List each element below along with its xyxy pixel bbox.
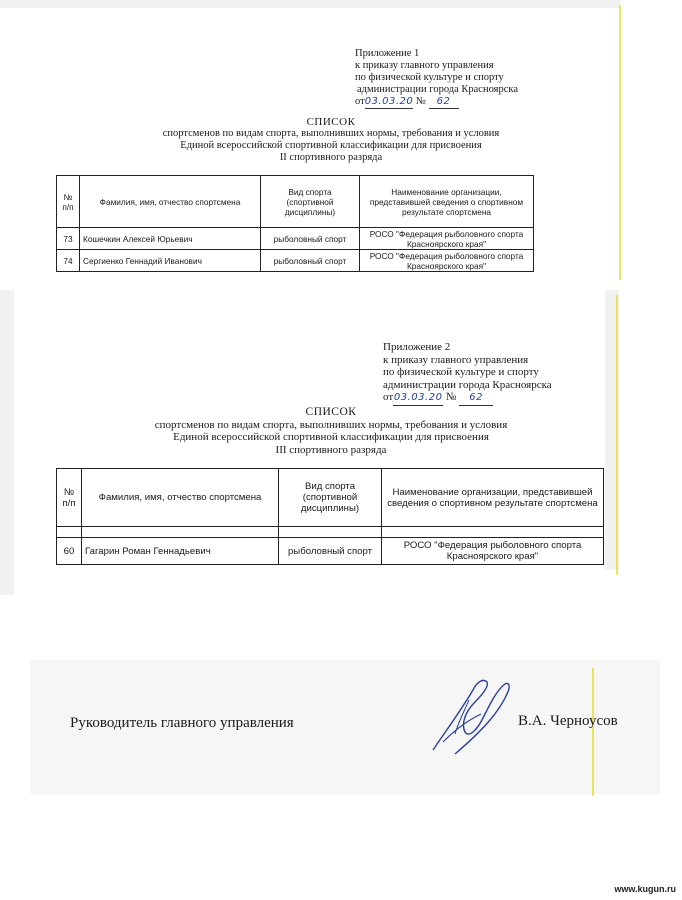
appendix-2-title: Приложение 2 <box>383 341 451 353</box>
table-2 <box>56 468 604 565</box>
row-sport: рыболовный спорт <box>261 228 360 250</box>
handwritten-date: 03.03.20 <box>393 392 443 406</box>
row-org: РОСО "Федерация рыболовного спорта Красноярского края" <box>360 228 534 250</box>
header-name: Фамилия, имя, отчество спортсмена <box>82 469 279 527</box>
header-name: Фамилия, имя, отчество спортсмена <box>80 176 261 228</box>
row-sport: рыболовный спорт <box>261 250 360 272</box>
table-1-header-row <box>57 176 534 228</box>
list-1-title: СПИСОК <box>306 116 356 128</box>
scan-band-1 <box>0 0 620 8</box>
appendix-2-header <box>383 341 552 406</box>
list-1-line1: спортсменов по видам спорта, выполнивших нормы, требования и условия <box>162 128 500 139</box>
number-prefix: № <box>415 96 426 107</box>
row-num: 74 <box>57 250 80 272</box>
handwritten-date: 03.03.20 <box>364 96 414 107</box>
handwritten-number: 62 <box>429 96 459 109</box>
date-prefix: от <box>383 391 394 403</box>
row-name: Кошечкин Алексей Юрьевич <box>80 228 261 250</box>
header-num: № п/п <box>57 469 82 527</box>
row-org: РОСО "Федерация рыболовного спорта Красноярского края" <box>360 250 534 272</box>
list-1-line3: II спортивного разряда <box>279 152 383 163</box>
appendix-2-date-line <box>383 391 552 406</box>
list-2-title: СПИСОК <box>305 406 357 418</box>
number-prefix: № <box>445 391 457 403</box>
header-org: Наименование организации, представившей сведения о спортивном результате спортсмена <box>382 469 604 527</box>
row-num: 60 <box>57 538 82 565</box>
appendix-2-line4: администрации города Красноярска <box>383 378 552 391</box>
table-2-spacer-row <box>57 527 604 538</box>
table-row <box>57 228 534 250</box>
appendix-1-header <box>355 48 518 109</box>
appendix-1-line4: администрации города Красноярска <box>357 84 518 95</box>
date-prefix: от <box>355 96 365 107</box>
appendix-1-line2: к приказу главного управления <box>355 60 494 71</box>
highlight-line-3 <box>592 668 594 796</box>
row-org: РОСО "Федерация рыболовного спорта Красноярского края" <box>382 538 604 565</box>
signature-name: В.А. Черноусов <box>518 713 618 729</box>
appendix-2-line3: по физической культуре и спорту <box>383 366 539 378</box>
table-2-header-row <box>57 469 604 527</box>
signature-position: Руководитель главного управления <box>70 715 294 731</box>
list-2-line1: спортсменов по видам спорта, выполнивших нормы, требования и условия <box>154 418 508 431</box>
list-1-line2: Единой всероссийской спортивной классификации для присвоения <box>180 140 482 151</box>
handwritten-number: 62 <box>459 392 493 406</box>
header-sport: Вид спорта (спортивной дисциплины) <box>261 176 360 228</box>
list-2-line3: III спортивного разряда <box>275 443 387 456</box>
appendix-1-date-line <box>355 96 518 109</box>
table-1 <box>56 175 534 272</box>
list-1-title-block <box>0 116 682 164</box>
table-row <box>57 250 534 272</box>
watermark: www.kugun.ru <box>614 884 676 894</box>
list-2-line2: Единой всероссийской спортивной классификации для присвоения <box>173 431 489 443</box>
list-2-title-block <box>0 406 682 456</box>
appendix-1-line3: по физической культуре и спорту <box>355 72 504 83</box>
appendix-1-title: Приложение 1 <box>355 48 420 59</box>
row-sport: рыболовный спорт <box>279 538 382 565</box>
header-num: № п/п <box>57 176 80 228</box>
table-row <box>57 538 604 565</box>
row-name: Сергиенко Геннадий Иванович <box>80 250 261 272</box>
header-org: Наименование организации, представившей сведения о спортивном результате спортсмена <box>360 176 534 228</box>
row-num: 73 <box>57 228 80 250</box>
appendix-2-line2: к приказу главного управления <box>383 353 529 366</box>
row-name: Гагарин Роман Геннадьевич <box>82 538 279 565</box>
handwritten-signature <box>425 672 515 762</box>
header-sport: Вид спорта (спортивной дисциплины) <box>279 469 382 527</box>
